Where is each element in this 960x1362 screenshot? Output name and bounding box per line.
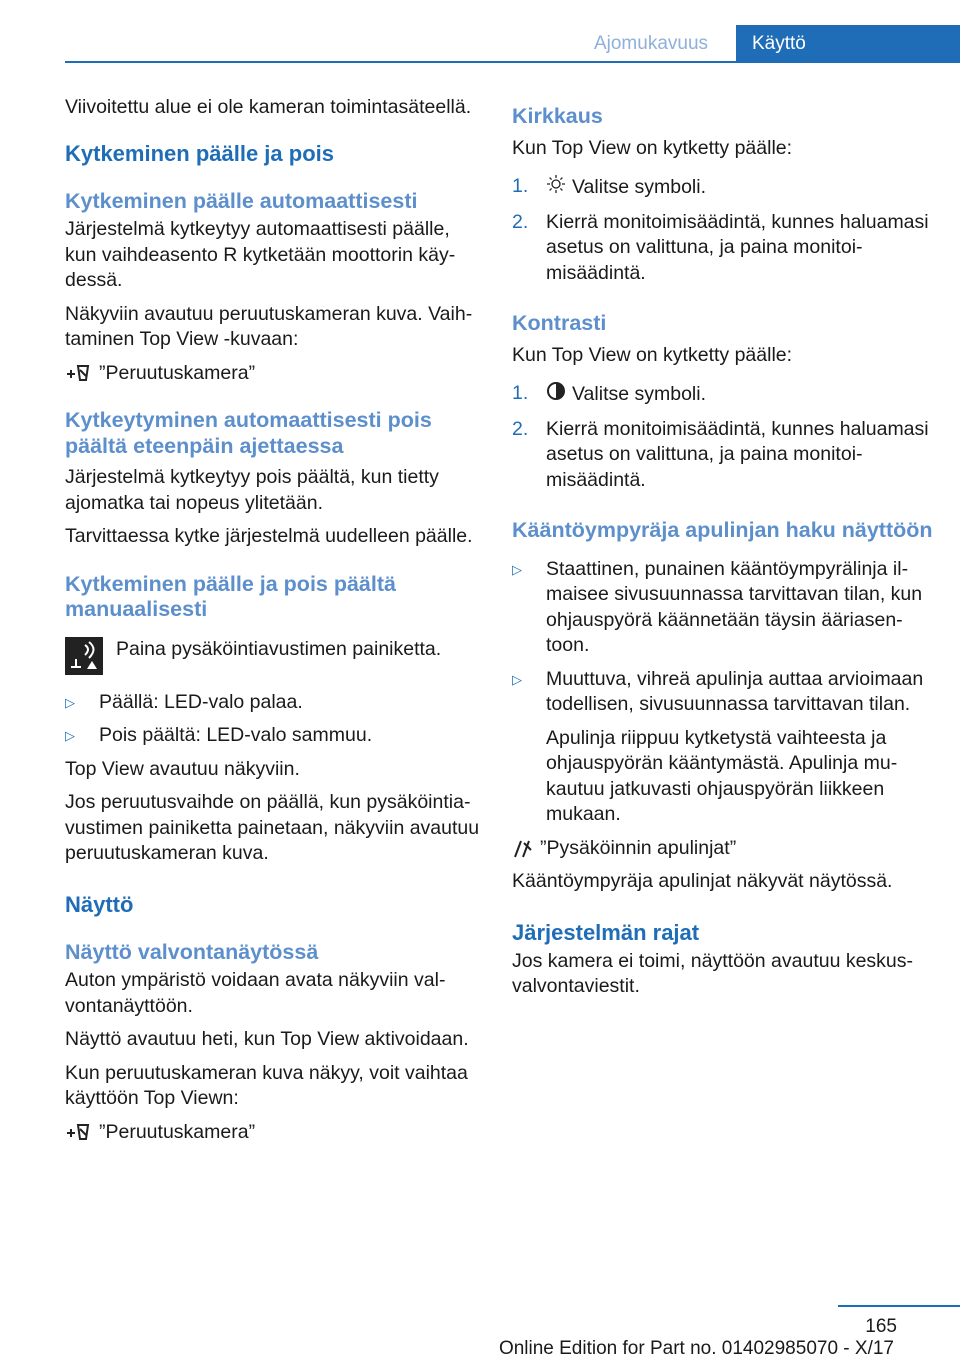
parking-lines-icon — [512, 837, 540, 859]
heading-display: Näyttö — [65, 891, 134, 917]
heading-limits: Järjestelmän rajat — [512, 919, 700, 945]
para-aux-line: Apulinja riippuu kytketystä vaihteesta ja ohjauspyörän kääntymästä. Apulinja mukautuu jatkuvasti ohjauspyörän liikkeen mukaan. — [546, 726, 898, 825]
triangle-bullet-icon: ▷ — [65, 728, 75, 743]
list-item: ▷ Pois päältä: LED-valo sammuu. — [65, 723, 485, 749]
turning-list — [512, 557, 937, 718]
list-item: 1. Valitse symboli. — [512, 174, 937, 202]
para-auto-off-1: Järjestelmä kytkeytyy pois päältä, kun tietty ajomatka tai nopeus ylitetään. — [65, 466, 439, 514]
para-shown: Kääntöympyräja apulinjat näkyvät näytössä. — [512, 870, 893, 892]
left-column — [65, 95, 485, 1145]
contrast-steps — [512, 381, 937, 493]
heading-switch: Kytkeminen päälle ja pois — [65, 140, 334, 166]
para-brightness: Kun Top View on kytketty päälle: — [512, 136, 793, 159]
edition-note: Online Edition for Part no. 01402985070 - X/17 — [498, 1338, 894, 1359]
para-topview: Top View avautuu näkyviin. — [65, 757, 300, 780]
sun-icon — [546, 174, 572, 202]
para-button: Paina pysäköintiavustimen painiketta. — [116, 637, 442, 660]
page-header — [566, 25, 960, 62]
camera-menu-line-1 — [65, 361, 485, 387]
parking-assist-button-icon — [65, 637, 103, 675]
contrast-icon — [546, 381, 572, 409]
heading-turning-circle: Kääntöympyräja apulinjan haku näyttöön — [512, 518, 933, 542]
para-ctrl-1: Auton ympäristö voidaan avata näkyviin valvontanäyttöön. — [65, 969, 446, 1017]
triangle-bullet-icon: ▷ — [512, 561, 522, 577]
section-title: Ajomukavuus — [593, 33, 709, 54]
camera-label: ”Peruutuskamera” — [99, 1120, 256, 1143]
heading-brightness: Kirkkaus — [512, 104, 603, 128]
list-item: ▷ Päällä: LED-valo palaa. — [65, 690, 485, 716]
para-auto-off-2: Tarvittaessa kytke järjestelmä uudelleen päälle. — [65, 525, 473, 547]
camera-label: ”Peruutuskamera” — [99, 361, 256, 384]
parking-lines-label: ”Pysäköinnin apulinjat” — [540, 836, 737, 859]
camera-menu-line-2 — [65, 1120, 485, 1146]
page-number: 165 — [865, 1316, 897, 1337]
triangle-bullet-icon: ▷ — [65, 694, 75, 710]
footer-rule — [838, 1305, 960, 1307]
chapter-tab: Käyttö — [736, 25, 960, 62]
header-rule — [65, 61, 960, 63]
list-item: 1. Valitse symboli. — [512, 381, 937, 409]
para-reverse: Jos peruutusvaihde on päällä, kun pysäköintiavustimen painiketta painetaan, näkyviin avautuu peruutuskameran kuva. — [65, 791, 480, 864]
led-list — [65, 690, 485, 749]
intro-text: Viivoitettu alue ei ole kameran toimintasäteellä. — [65, 96, 472, 118]
button-instruction — [65, 637, 485, 675]
heading-auto-on: Kytkeminen päälle automaattisesti — [65, 188, 418, 213]
para-auto-on-1: Järjestelmä kytkeytyy automaattisesti päälle, kun vaihdeasento R kytketään moottorin käydessä. — [65, 218, 456, 291]
right-column — [512, 104, 937, 1000]
brightness-steps — [512, 174, 937, 286]
list-item: 2. Kierrä monitoimisäädintä, kunnes haluamasi asetus on valittuna, ja paina monitoimisäädintä. — [512, 210, 929, 284]
camera-icon — [65, 362, 99, 384]
para-ctrl-2: Näyttö avautuu heti, kun Top View aktivoidaan. — [65, 1028, 469, 1050]
heading-manual: Kytkeminen päälle ja pois päältä manuaalisesti — [65, 571, 396, 621]
list-item: ▷ Muuttuva, vihreä apulinja auttaa arvioimaan todellisen, sivusuunnassa tarvittavan tilan. — [512, 667, 924, 715]
para-contrast: Kun Top View on kytketty päälle: — [512, 343, 793, 366]
para-limits: Jos kamera ei toimi, näyttöön avautuu keskusvalvontaviestit. — [512, 949, 914, 997]
heading-auto-off: Kytkeytyminen automaattisesti pois päältä eteenpäin ajettaessa — [65, 408, 432, 458]
para-auto-on-2: Näkyviin avautuu peruutuskameran kuva. Vaihtaminen Top View -kuvaan: — [65, 302, 473, 350]
list-item: 2. Kierrä monitoimisäädintä, kunnes haluamasi asetus on valittuna, ja paina monitoimisäädintä. — [512, 417, 929, 491]
list-item: ▷ Staattinen, punainen kääntöympyrälinja ilmaisee sivusuunnassa tarvittavan tilan, kun ohjauspyörä käännetään täysin ääriasentoon. — [512, 557, 923, 656]
camera-icon — [65, 1121, 99, 1143]
heading-control: Näyttö valvontanäytössä — [65, 939, 319, 964]
triangle-bullet-icon: ▷ — [512, 671, 522, 687]
parking-lines-menu-line — [512, 836, 937, 862]
para-ctrl-3: Kun peruutuskameran kuva näkyy, voit vaihtaa käyttöön Top Viewn: — [65, 1061, 468, 1109]
heading-contrast: Kontrasti — [512, 311, 607, 335]
